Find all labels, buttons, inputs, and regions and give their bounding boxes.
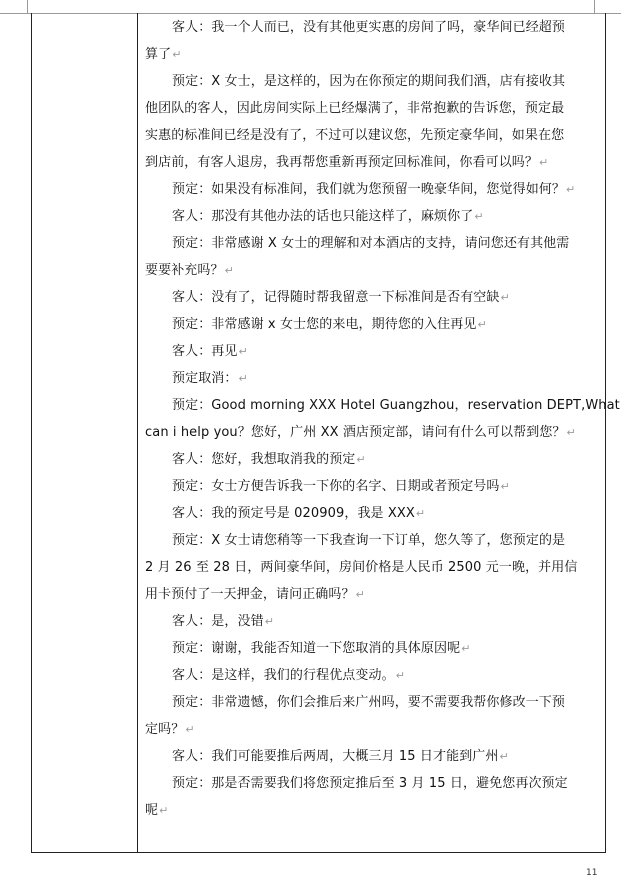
text-line	[145, 338, 600, 365]
text-line	[145, 203, 600, 230]
text-line	[145, 743, 600, 770]
paragraph-mark-icon: ↵	[355, 588, 365, 601]
line-text: 预定：X 女士，是这样的，因为在你预定的期间我们酒，店有接收其	[172, 74, 566, 89]
line-text: 用卡预付了一天押金，请问正确吗？	[145, 587, 355, 602]
text-line	[145, 770, 600, 797]
table-content-cell	[145, 14, 620, 824]
line-text: 客人：是这样，我们的行程优点变动。	[172, 668, 395, 683]
paragraph-mark-icon: ↵	[224, 264, 234, 277]
text-line	[145, 419, 600, 446]
paragraph-mark-icon: ↵	[566, 183, 576, 196]
text-line	[145, 230, 600, 257]
line-text: 预定：X 女士请您稍等一下我查询一下订单，您久等了，您预定的是	[172, 533, 566, 548]
text-line	[145, 392, 620, 419]
line-text: 客人：我的预定号是 020909，我是 XXX	[172, 506, 415, 521]
text-line	[145, 122, 600, 149]
line-text: 客人：没有了，记得随时帮我留意一下标准间是否有空缺	[172, 290, 500, 305]
line-text: 要要补充吗？	[145, 263, 224, 278]
paragraph-mark-icon: ↵	[415, 507, 426, 520]
crop-mark-right	[594, 0, 595, 13]
line-text: 客人：是，没错	[172, 614, 264, 629]
line-text: 算了	[145, 47, 172, 62]
crop-mark-left	[27, 0, 28, 13]
paragraph-mark-icon: ↵	[566, 426, 576, 439]
line-text: 客人：那没有其他办法的话也只能这样了，麻烦你了	[172, 209, 474, 224]
line-text: 预定：如果没有标准间，我们就为您预留一晚豪华间，您觉得如何？	[172, 182, 566, 197]
text-line	[145, 554, 600, 581]
text-line	[145, 41, 600, 68]
paragraph-mark-icon: ↵	[264, 615, 275, 628]
paragraph-mark-icon: ↵	[238, 345, 248, 358]
table-left-column	[32, 13, 138, 852]
line-text: 实惠的标准间已经是没有了，不过可以建议您，先预定豪华间，如果在您	[145, 128, 565, 143]
text-line	[145, 311, 600, 338]
paragraph-mark-icon: ↵	[461, 642, 471, 655]
document-table	[31, 13, 620, 853]
line-text: 预定：非常感谢 x 女士您的来电，期待您的入住再见	[172, 317, 477, 332]
line-text: 到店前，有客人退房，我再帮您重新再预定回标准间，你看可以吗？	[145, 155, 539, 170]
paragraph-mark-icon: ↵	[356, 453, 366, 466]
paragraph-mark-icon: ↵	[474, 210, 484, 223]
line-text: 呢	[145, 803, 159, 818]
line-text: 预定：谢谢，我能否知道一下您取消的具体原因呢	[172, 641, 461, 656]
text-line	[145, 95, 600, 122]
text-line	[145, 581, 600, 608]
line-text: 客人：您好，我想取消我的预定	[172, 452, 356, 467]
text-line	[145, 365, 600, 392]
text-line	[145, 446, 600, 473]
text-line	[145, 68, 600, 95]
paragraph-mark-icon: ↵	[499, 750, 509, 763]
text-line	[145, 284, 600, 311]
paragraph-mark-icon: ↵	[159, 804, 169, 817]
line-text: 预定：那是否需要我们将您预定推后至 3 月 15 日，避免您再次预定	[172, 776, 568, 791]
page-number: 11	[586, 868, 598, 878]
line-text: 预定取消：	[172, 371, 238, 386]
line-text: 定吗？	[145, 722, 185, 737]
line-text: 预定：Good morning XXX Hotel Guangzhou，reservation DEPT,What	[172, 398, 620, 413]
text-line	[145, 473, 600, 500]
text-line	[145, 14, 600, 41]
text-line	[145, 797, 600, 824]
line-text: 客人：我一个人而已，没有其他更实惠的房间了吗，豪华间已经超预	[172, 20, 566, 35]
paragraph-mark-icon: ↵	[477, 318, 487, 331]
paragraph-mark-icon: ↵	[172, 48, 182, 61]
line-text: 客人：再见	[172, 344, 238, 359]
text-line	[145, 257, 600, 284]
line-text: can i help you？您好，广州 XX 酒店预定部，请问有什么可以帮到您？	[145, 425, 566, 440]
paragraph-mark-icon: ↵	[500, 480, 510, 493]
text-line	[145, 608, 600, 635]
text-line	[145, 500, 600, 527]
paragraph-mark-icon: ↵	[185, 723, 195, 736]
line-text: 预定：女士方便告诉我一下你的名字、日期或者预定号吗	[172, 479, 500, 494]
text-line	[145, 176, 600, 203]
paragraph-mark-icon: ↵	[238, 372, 248, 385]
paragraph-mark-icon: ↵	[395, 669, 406, 682]
text-line	[145, 635, 600, 662]
text-line	[145, 527, 600, 554]
text-line	[145, 689, 600, 716]
line-text: 他团队的客人，因此房间实际上已经爆满了，非常抱歉的告诉您，预定最	[145, 101, 565, 116]
line-text: 预定：非常遗憾，你们会推后来广州吗，要不需要我帮你修改一下预	[172, 695, 566, 710]
paragraph-mark-icon: ↵	[500, 291, 510, 304]
text-line	[145, 716, 600, 743]
line-text: 预定：非常感谢 X 女士的理解和对本酒店的支持，请问您还有其他需	[172, 236, 570, 251]
text-line	[145, 149, 600, 176]
text-line	[145, 662, 600, 689]
paragraph-mark-icon: ↵	[539, 156, 549, 169]
line-text: 2 月 26 至 28 日，两间豪华间，房间价格是人民币 2500 元一晚，并用信	[145, 560, 578, 575]
line-text: 客人：我们可能要推后两周，大概三月 15 日才能到广州	[172, 749, 499, 764]
